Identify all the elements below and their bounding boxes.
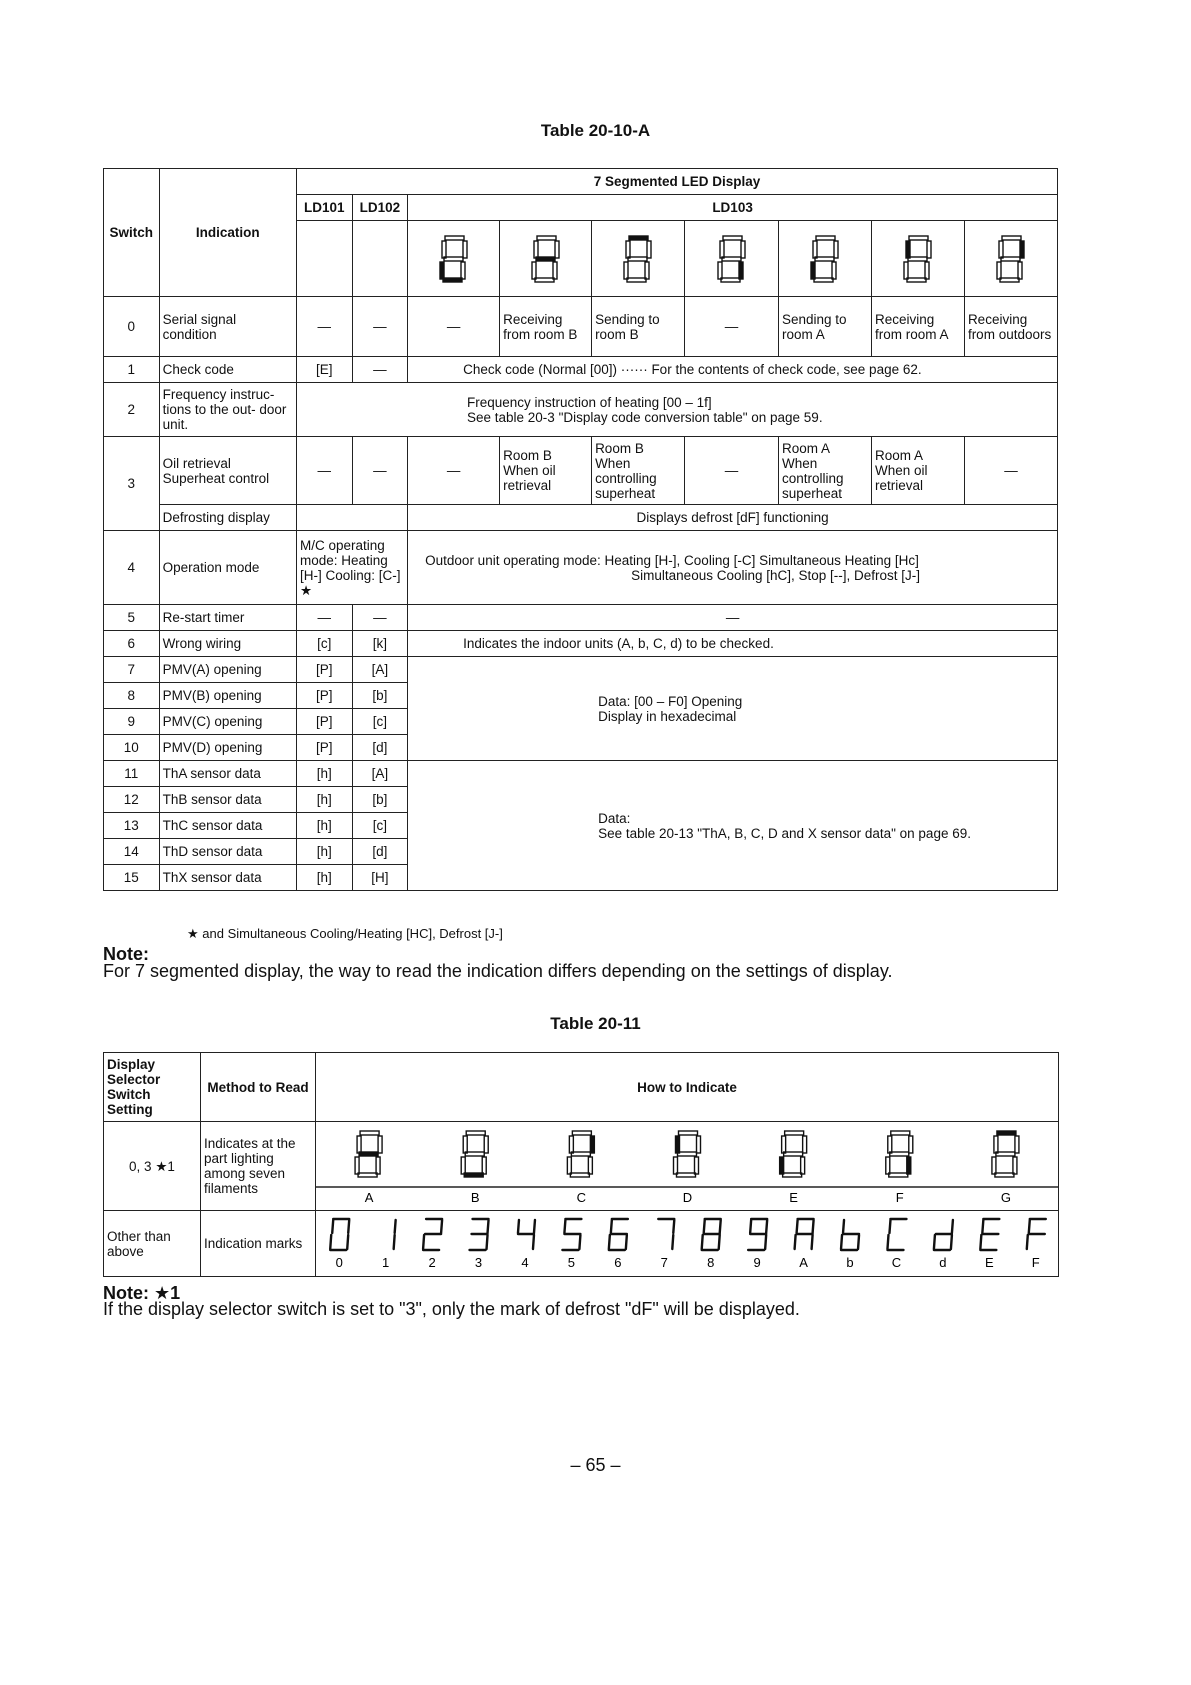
indication-mark-label: 4 [521, 1255, 529, 1270]
led-display-table [103, 168, 1058, 891]
ld101-3: — [297, 437, 353, 505]
indication-mark-label: 9 [753, 1255, 761, 1270]
filament-segment-A [355, 1131, 382, 1177]
mc-operating-mode: M/C operating mode: Heating [H-] Cooling: [C-] ★ [297, 531, 408, 605]
seven-segment-icon [620, 233, 656, 285]
ld101-12: [h] [297, 787, 353, 813]
filament-segment-G [992, 1131, 1019, 1177]
filament-segment-F [886, 1131, 913, 1177]
note-body: For 7 segmented display, the way to read the indication differs depending on the settings of display. [103, 961, 893, 981]
ld102-9: [c] [352, 709, 408, 735]
ld101-0: — [297, 297, 353, 357]
filament-label: C [576, 1190, 587, 1205]
method-filaments: Indicates at the part lighting among seven filaments [201, 1122, 316, 1211]
indication-mark-0 [330, 1219, 349, 1250]
table-footnote: ★ and Simultaneous Cooling/Heating [HC], Defrost [J-] [187, 926, 503, 941]
switch-15: 15 [104, 865, 160, 891]
led-cell: Receiving from outdoors [964, 297, 1057, 357]
setting-0-3: 0, 3 ★1 [104, 1122, 201, 1211]
indication-mark-E [980, 1219, 999, 1250]
frequency-desc-line1: Frequency instruction of heating [00 – 1f] [467, 394, 712, 410]
ld-blank-3b [297, 505, 408, 531]
switch-10: 10 [104, 735, 160, 761]
ld101-5: — [297, 605, 353, 631]
led-cell: Receiving from room A [871, 297, 964, 357]
ld102-7: [A] [352, 657, 408, 683]
indication-mark-7 [658, 1219, 674, 1249]
seven-segment-icon [714, 233, 750, 285]
table-title: Table 20-10-A [540, 121, 651, 140]
indication-marks [316, 1211, 1059, 1277]
indication-mark-4 [518, 1220, 535, 1249]
seg-digit-3 [592, 221, 685, 297]
switch-9: 9 [104, 709, 160, 735]
led-cell: Sending to room B [592, 297, 685, 357]
indication-3b: Defrosting display [159, 505, 296, 531]
ld102-3: — [352, 437, 408, 505]
indication-mark-6 [609, 1219, 628, 1250]
ld101-15: [h] [297, 865, 353, 891]
switch-2: 2 [104, 383, 160, 437]
switch-6: 6 [104, 631, 160, 657]
led-cell: — [685, 297, 779, 357]
indication-9: PMV(C) opening [159, 709, 296, 735]
ld102-15: [H] [352, 865, 408, 891]
switch-3: 3 [104, 437, 160, 531]
filament-label: G [1000, 1190, 1011, 1205]
switch-5: 5 [104, 605, 160, 631]
indication-8: PMV(B) opening [159, 683, 296, 709]
indication-mark-8 [702, 1219, 721, 1250]
switch-8: 8 [104, 683, 160, 709]
seven-segment-icon [436, 233, 472, 285]
indication-mark-label: 7 [660, 1255, 668, 1270]
ld102-blank [352, 221, 408, 297]
digit-marks-icon [316, 1211, 1059, 1273]
filament-label: A [364, 1190, 374, 1205]
switch-14: 14 [104, 839, 160, 865]
header-led-group: 7 Segmented LED Display [297, 169, 1058, 195]
header-how: How to Indicate [316, 1053, 1059, 1122]
indication-mark-label: 6 [614, 1255, 622, 1270]
indication-0: Serial signal condition [159, 297, 296, 357]
note-heading: Note: [103, 944, 149, 964]
led-cell: Room A When oil retrieval [871, 437, 964, 505]
led-cell: — [408, 437, 500, 505]
indication-mark-label: A [799, 1255, 808, 1270]
defrost-desc: Displays defrost [dF] functioning [408, 505, 1058, 531]
indication-mark-F [1027, 1219, 1046, 1249]
ld101-7: [P] [297, 657, 353, 683]
switch-4: 4 [104, 531, 160, 605]
pmv-desc [408, 657, 1058, 761]
ld102-12: [b] [352, 787, 408, 813]
indication-mark-label: 3 [474, 1255, 483, 1270]
indication-15: ThX sensor data [159, 865, 296, 891]
indication-5: Re-start timer [159, 605, 296, 631]
indication-1: Check code [159, 357, 296, 383]
indication-mark-label: 1 [382, 1255, 390, 1270]
led-cell: Sending to room A [779, 297, 872, 357]
sensor-desc-line1: Data: [598, 810, 631, 826]
indication-6: Wrong wiring [159, 631, 296, 657]
ld101-8: [P] [297, 683, 353, 709]
seven-segment-icon [900, 233, 936, 285]
led-cell: — [964, 437, 1057, 505]
ld101-10: [P] [297, 735, 353, 761]
led-cell: — [408, 297, 500, 357]
filament-segment-E [780, 1131, 807, 1177]
seven-segment-icon [993, 233, 1029, 285]
led-cell: Room A When controlling superheat [779, 437, 872, 505]
method-marks: Indication marks [201, 1211, 316, 1277]
indication-14: ThD sensor data [159, 839, 296, 865]
filament-label: B [470, 1190, 480, 1205]
led-cell: Room B When oil retrieval [500, 437, 592, 505]
indication-mark-5 [562, 1219, 581, 1250]
seg-digit-2 [500, 221, 592, 297]
setting-other: Other than above [104, 1211, 201, 1277]
ld101-13: [h] [297, 813, 353, 839]
ld102-0: — [352, 297, 408, 357]
seg-digit-7 [964, 221, 1057, 297]
indication-4: Operation mode [159, 531, 296, 605]
header-switch: Switch [104, 169, 160, 297]
table-title-2: Table 20-11 [550, 1014, 641, 1033]
ld102-1: — [352, 357, 408, 383]
switch-1: 1 [104, 357, 160, 383]
operation-mode-desc [408, 531, 1058, 605]
header-ld101: LD101 [297, 195, 353, 221]
indication-mark-label: 0 [335, 1255, 343, 1270]
led-cell: Room B When controlling superheat [592, 437, 685, 505]
led-cell: — [685, 437, 779, 505]
switch-11: 11 [104, 761, 160, 787]
header-method: Method to Read [201, 1053, 316, 1122]
seg-digit-4 [685, 221, 779, 297]
seg-digit-5 [779, 221, 872, 297]
indication-mark-C [887, 1219, 906, 1250]
indication-mark-label: d [939, 1255, 947, 1270]
pmv-desc-line2: Display in hexadecimal [598, 708, 737, 724]
indication-mark-label: 2 [428, 1255, 436, 1270]
indication-mark-9 [748, 1219, 767, 1250]
seven-segment-icon [807, 233, 843, 285]
note2-heading: Note: ★1 [103, 1283, 181, 1303]
indication-mark-b [841, 1220, 859, 1250]
indication-7: PMV(A) opening [159, 657, 296, 683]
header-indication: Indication [159, 169, 296, 297]
led-cell: Receiving from room B [500, 297, 592, 357]
indication-12: ThB sensor data [159, 787, 296, 813]
ld102-11: [A] [352, 761, 408, 787]
indication-13: ThC sensor data [159, 813, 296, 839]
ld101-6: [c] [297, 631, 353, 657]
sensor-desc [408, 761, 1058, 891]
indication-mark-3 [470, 1219, 489, 1250]
note2-body: If the display selector switch is set to "3", only the mark of defrost "dF" will be displayed. [103, 1299, 800, 1319]
switch-0: 0 [104, 297, 160, 357]
pmv-desc-line1: Data: [00 – F0] Opening [598, 693, 743, 709]
indication-mark-2 [423, 1219, 442, 1250]
sensor-desc-line2: See table 20-13 "ThA, B, C, D and X sensor data" on page 69. [598, 825, 971, 841]
frequency-desc-line2: See table 20-3 "Display code conversion table" on page 59. [467, 409, 823, 425]
ld102-10: [d] [352, 735, 408, 761]
indication-mark-1 [394, 1220, 396, 1249]
indication-method-table [103, 1052, 1059, 1277]
ld102-8: [b] [352, 683, 408, 709]
header-selector: Display Selector Switch Setting [104, 1053, 201, 1122]
frequency-desc [297, 383, 1058, 437]
filament-label: E [789, 1190, 798, 1205]
filament-segment-C [567, 1131, 594, 1177]
indication-11: ThA sensor data [159, 761, 296, 787]
ld101-11: [h] [297, 761, 353, 787]
seg-digit-6 [871, 221, 964, 297]
indication-mark-label: 8 [707, 1255, 715, 1270]
indication-mark-label: 5 [567, 1255, 576, 1270]
ld102-14: [d] [352, 839, 408, 865]
wrong-wiring-desc: Indicates the indoor units (A, b, C, d) to be checked. [408, 631, 1058, 657]
ld101-blank [297, 221, 353, 297]
indication-10: PMV(D) opening [159, 735, 296, 761]
indication-mark-label: C [891, 1255, 902, 1270]
ld101-14: [h] [297, 839, 353, 865]
switch-13: 13 [104, 813, 160, 839]
indication-mark-d [934, 1220, 953, 1250]
operation-mode-line1: Outdoor unit operating mode: Heating [H-], Cooling [-C] Simultaneous Heating [Hc] [425, 552, 919, 568]
operation-mode-line2: Simultaneous Cooling [hC], Stop [--], Defrost [J-] [631, 567, 921, 583]
switch-12: 12 [104, 787, 160, 813]
indication-2: Frequency instruc- tions to the out- door unit. [159, 383, 296, 437]
indication-3: Oil retrieval Superheat control [159, 437, 296, 505]
ld101-1: [E] [297, 357, 353, 383]
filament-indications [316, 1122, 1059, 1211]
header-ld102: LD102 [352, 195, 408, 221]
indication-mark-label: E [985, 1255, 994, 1270]
indication-mark-label: b [846, 1255, 854, 1270]
seg-digit-1 [408, 221, 500, 297]
ld102-6: [k] [352, 631, 408, 657]
header-ld103: LD103 [408, 195, 1058, 221]
filament-segment-D [674, 1131, 701, 1177]
ld102-5: — [352, 605, 408, 631]
seven-segment-icon [528, 233, 564, 285]
ld102-13: [c] [352, 813, 408, 839]
filament-label: D [682, 1190, 693, 1205]
page-number: – 65 – [570, 1455, 621, 1475]
restart-desc: — [408, 605, 1058, 631]
indication-mark-label: F [1031, 1255, 1040, 1270]
filament-segments-icon [316, 1122, 1059, 1207]
indication-mark-A [795, 1219, 814, 1249]
check-code-desc: Check code (Normal [00]) ······ For the contents of check code, see page 62. [408, 357, 1058, 383]
switch-7: 7 [104, 657, 160, 683]
filament-label: F [895, 1190, 904, 1205]
ld101-9: [P] [297, 709, 353, 735]
filament-segment-B [461, 1131, 488, 1177]
